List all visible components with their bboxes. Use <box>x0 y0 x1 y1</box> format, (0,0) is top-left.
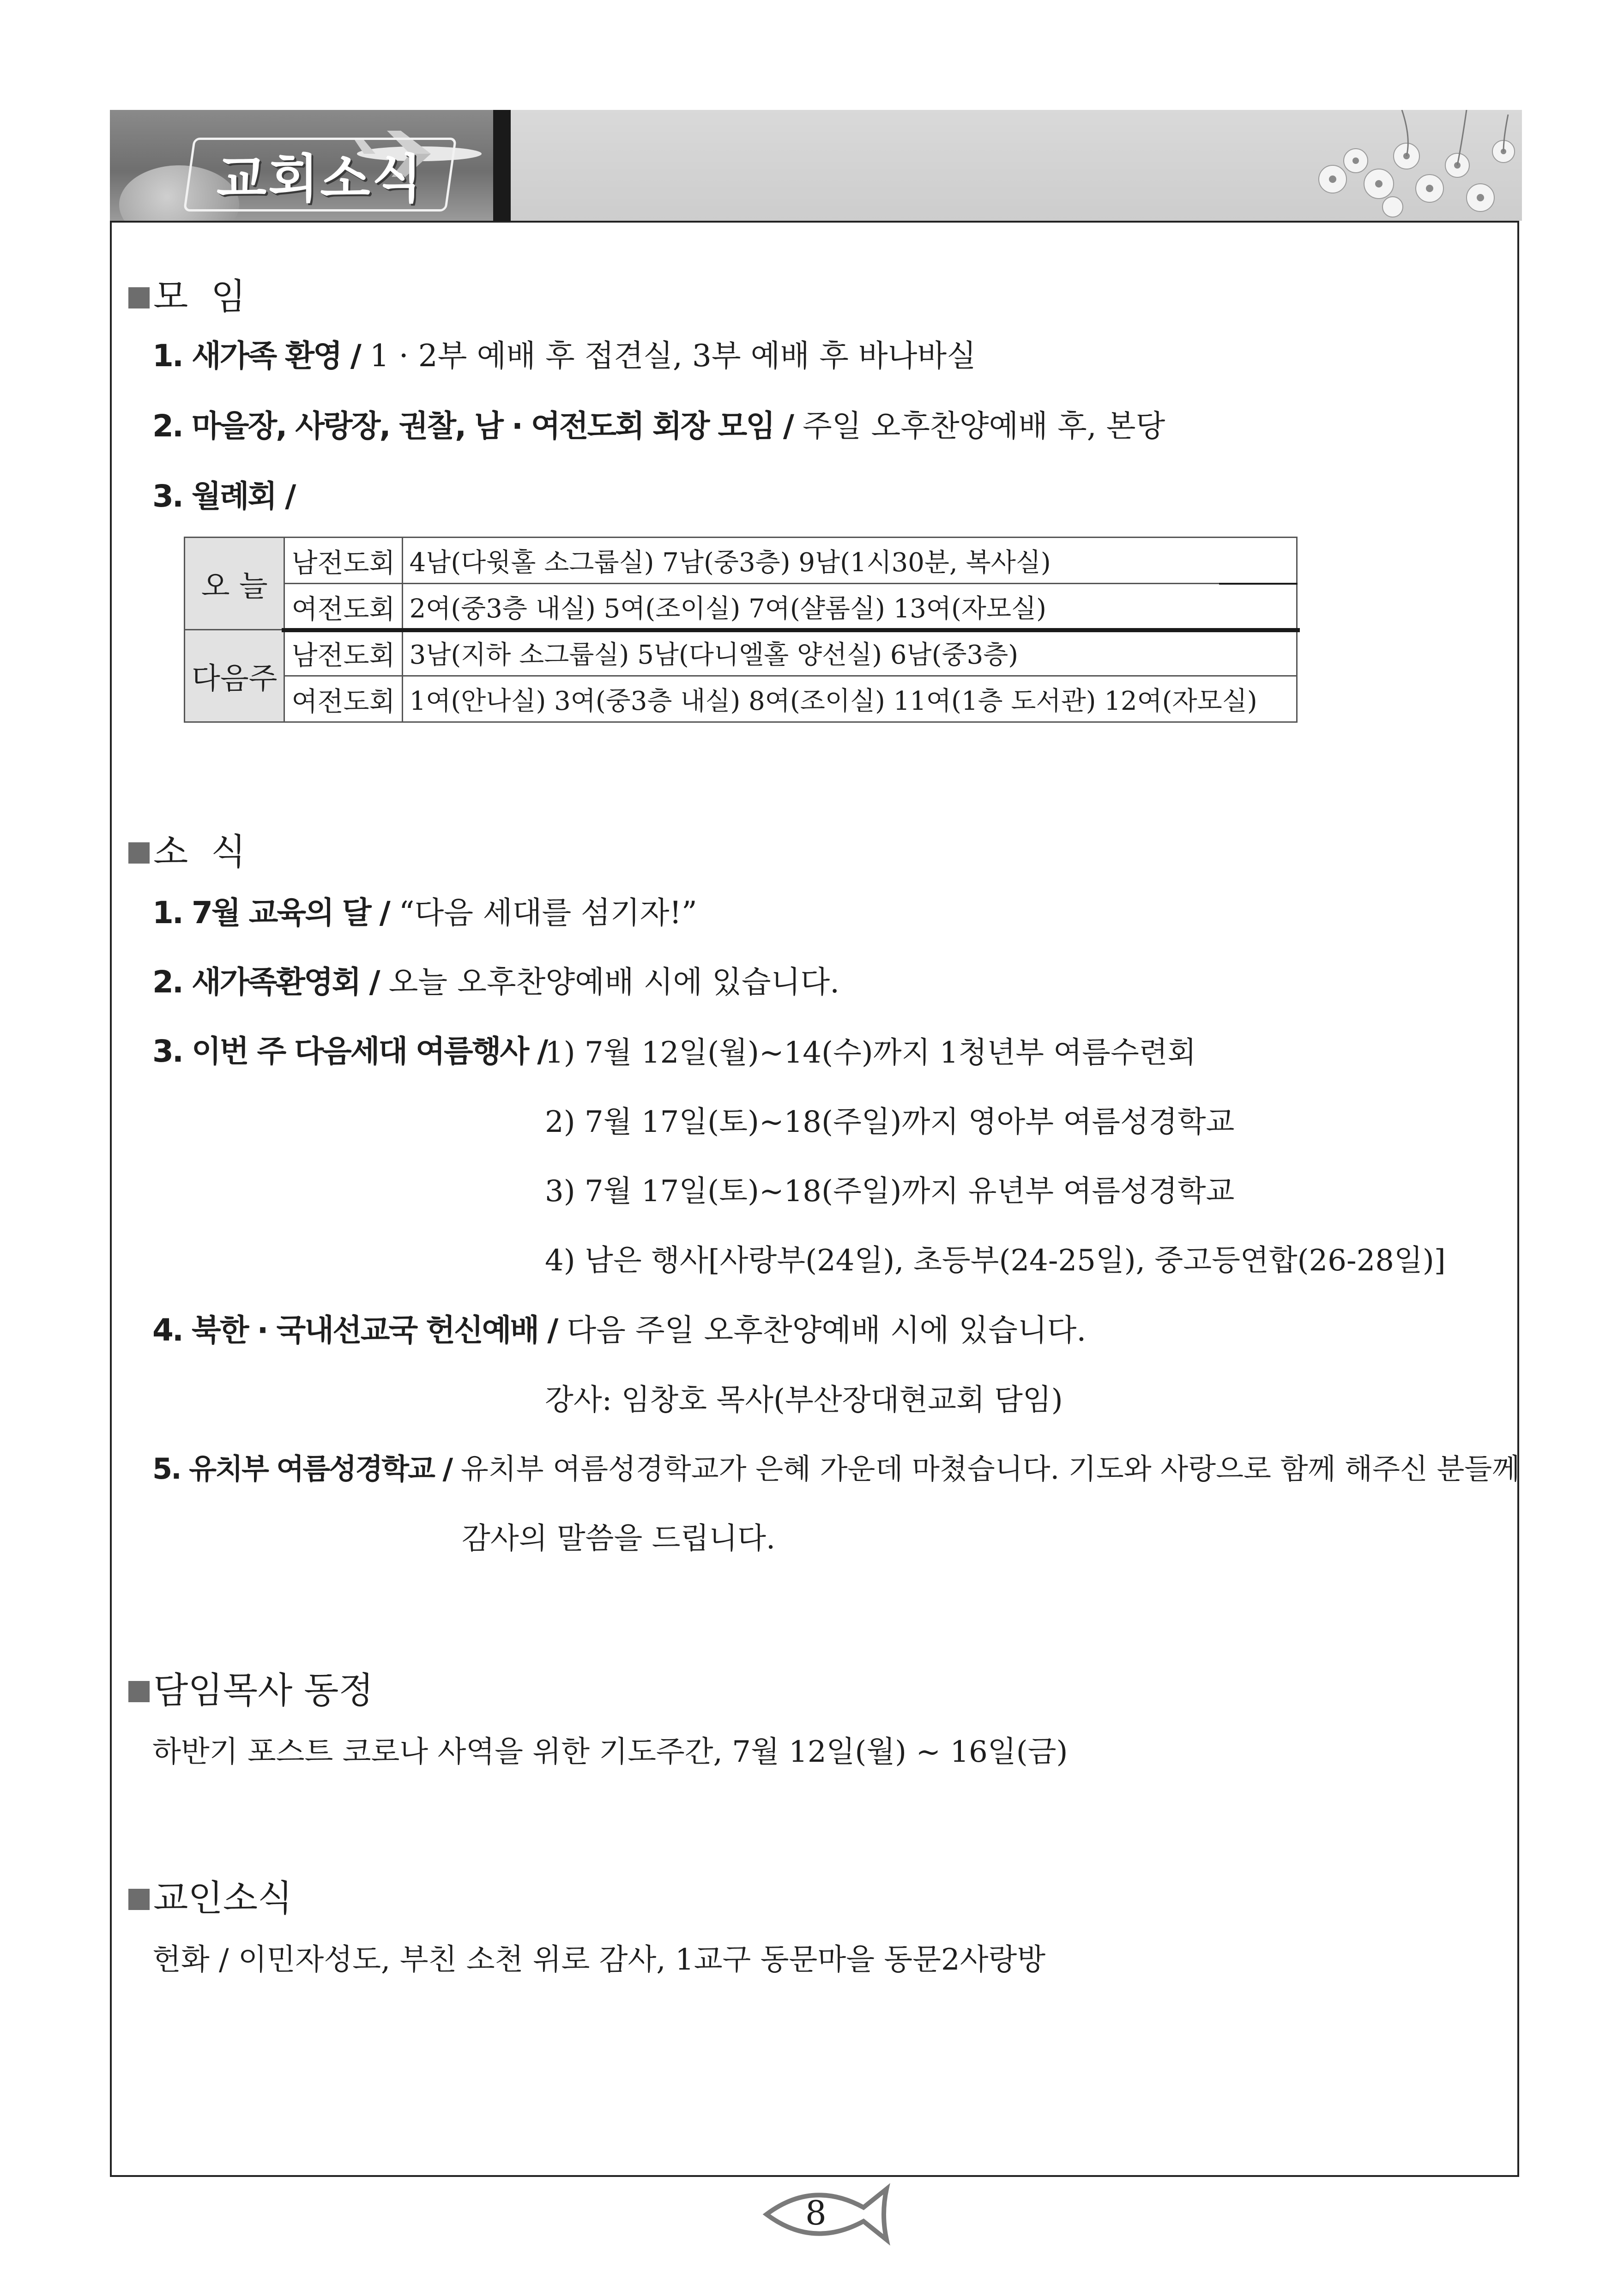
thanks-continuation: 감사의 말씀을 드립니다. <box>462 1522 776 1556</box>
section-heading-members: 교인소식 <box>128 1869 292 1921</box>
summer-event-1: 1) 7월 12일(월)~14(수)까지 1청년부 여름수련회 <box>545 1036 1196 1070</box>
pastor-schedule-text: 하반기 포스트 코로나 사역을 위한 기도주간, 7월 12일(월) ~ 16일(금) <box>152 1735 1068 1769</box>
news-item-2: 2. 새가족환영회 / 오늘 오후찬양예배 시에 있습니다. <box>152 964 840 1000</box>
table-rule <box>1219 583 1298 585</box>
section-heading-pastor: 담임목사 동정 <box>128 1662 374 1713</box>
group-cell: 여전도회 <box>284 584 402 630</box>
table-row <box>185 630 1297 676</box>
flower-decoration <box>1263 110 1522 221</box>
summer-event-3: 3) 7월 17일(토)~18(주일)까지 유년부 여름성경학교 <box>545 1174 1235 1209</box>
news-item-4: 4. 북한 · 국내선교국 헌신예배 / 다음 주일 오후찬양예배 시에 있습니다. <box>152 1312 1087 1348</box>
banner-photo <box>110 110 493 221</box>
day-cell-today: 오 늘 <box>185 538 284 630</box>
banner-title-box <box>183 138 457 212</box>
group-cell: 여전도회 <box>284 676 402 722</box>
section-banner <box>110 110 1522 221</box>
summer-event-4: 4) 남은 행사[사랑부(24일), 초등부(24-25일), 중고등연합(26-28일)] <box>545 1244 1446 1278</box>
speaker-line: 강사: 임창호 목사(부산장대현교회 담임) <box>545 1383 1063 1417</box>
day-cell-next-week: 다음주 <box>185 630 284 722</box>
meeting-item-1: 1. 새가족 환영 / 1 · 2부 예배 후 접견실, 3부 예배 후 바나바실 <box>152 338 976 374</box>
news-item-5: 5. 유치부 여름성경학교 / 유치부 여름성경학교가 은혜 가운데 마쳤습니다. 기도와 사랑으로 함께 해주신 분들께 <box>152 1452 1520 1486</box>
summer-event-2: 2) 7월 17일(토)~18(주일)까지 영아부 여름성경학교 <box>545 1105 1235 1139</box>
location-cell: 1여(안나실) 3여(중3층 내실) 8여(조이실) 11여(1층 도서관) 12여(자모실) <box>402 676 1297 722</box>
table-divider-rule <box>282 628 1300 632</box>
location-cell: 3남(지하 소그룹실) 5남(다니엘홀 양선실) 6남(중3층) <box>402 630 1297 676</box>
page-title: 교회소식 <box>216 149 424 209</box>
news-item-1: 1. 7월 교육의 달 / “다음 세대를 섬기자!” <box>152 895 697 931</box>
meeting-item-3: 3. 월례회 / <box>152 478 295 514</box>
banner-flower-area <box>511 110 1522 221</box>
page-number: 8 <box>805 2194 827 2232</box>
location-cell: 4남(다윗홀 소그룹실) 7남(중3층) 9남(1시30분, 복사실) <box>402 538 1297 584</box>
section-heading-meeting: 모 임 <box>128 268 246 320</box>
table-row <box>185 676 1297 722</box>
section-heading-news: 소 식 <box>128 823 246 875</box>
page-number-badge <box>757 2180 896 2249</box>
fish-icon <box>757 2180 896 2249</box>
table-row <box>185 584 1297 630</box>
bullet-square-icon <box>128 1681 150 1702</box>
news-item-3: 3. 이번 주 다음세대 여름행사 / <box>152 1034 547 1069</box>
members-news-text: 헌화 / 이민자성도, 부친 소천 위로 감사, 1교구 동문마을 동문2사랑방 <box>152 1943 1046 1977</box>
banner-divider <box>493 110 511 221</box>
table-row <box>185 538 1297 584</box>
meeting-item-2: 2. 마을장, 사랑장, 권찰, 남 · 여전도회 회장 모임 / 주일 오후찬양예배 후, 본당 <box>152 408 1165 444</box>
bullet-square-icon <box>128 1889 150 1910</box>
location-cell: 2여(중3층 내실) 5여(조이실) 7여(샬롬실) 13여(자모실) <box>402 584 1297 630</box>
group-cell: 남전도회 <box>284 538 402 584</box>
bullet-square-icon <box>128 287 150 308</box>
group-cell: 남전도회 <box>284 630 402 676</box>
bullet-square-icon <box>128 842 150 864</box>
